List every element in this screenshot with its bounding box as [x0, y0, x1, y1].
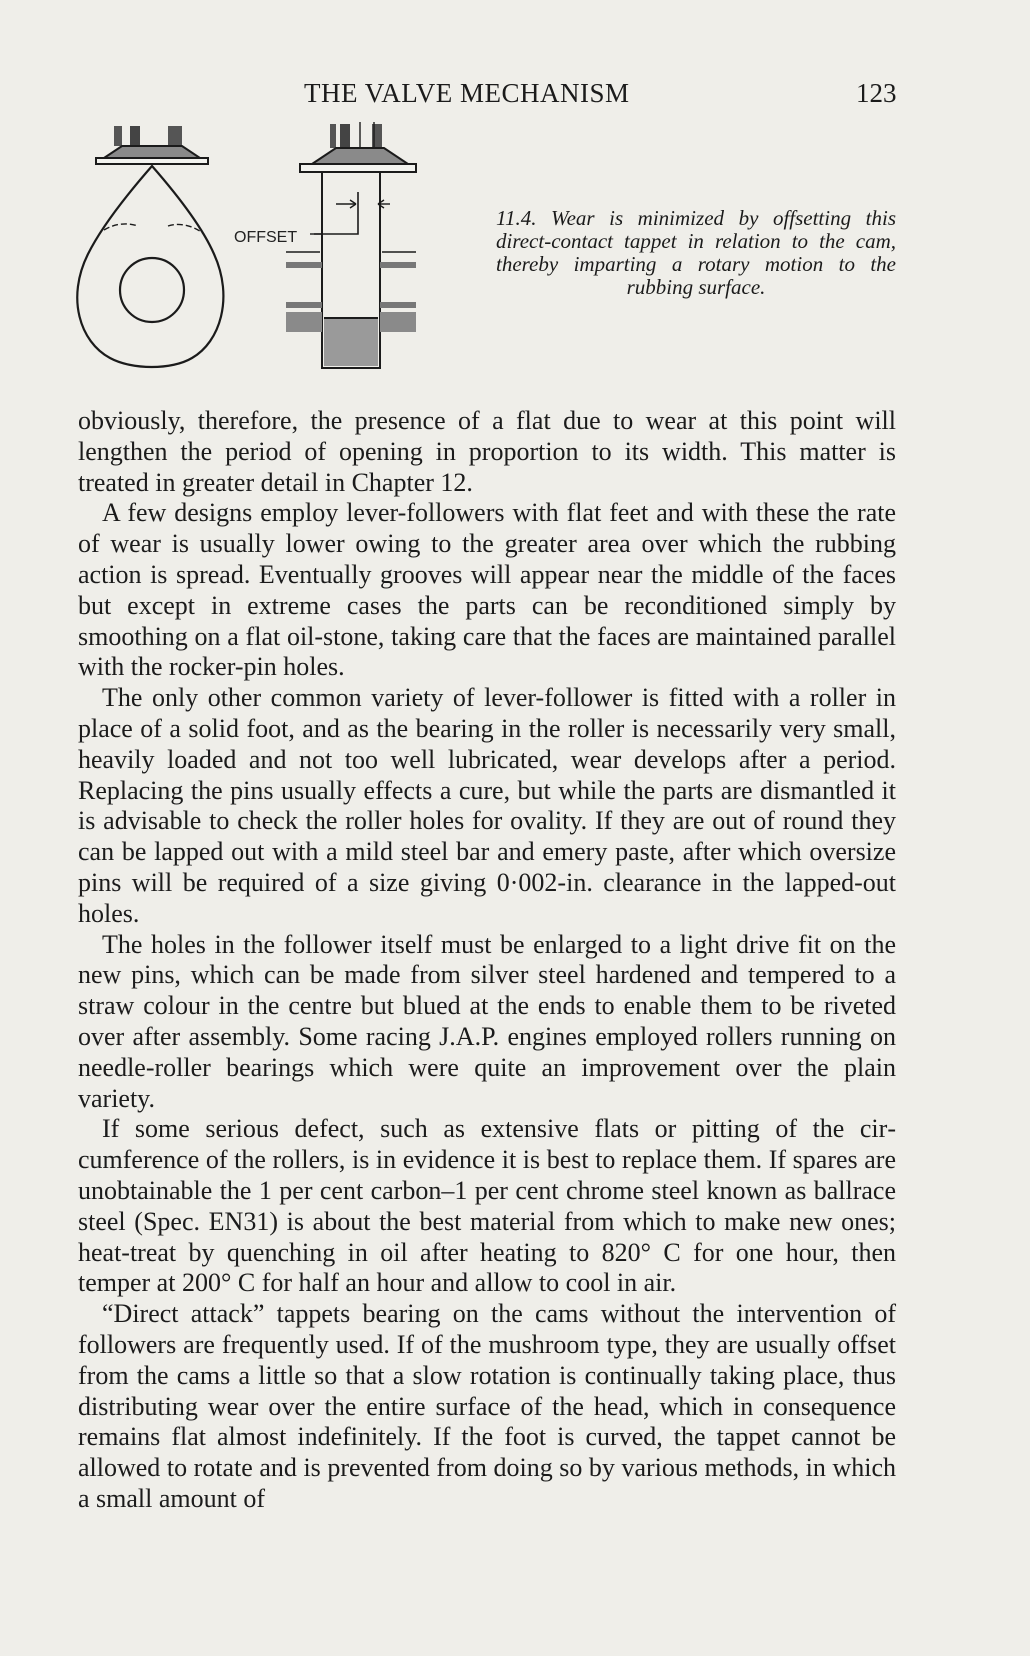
caption-number: 11.4.: [496, 206, 537, 230]
running-head: THE VALVE MECHANISM: [304, 78, 630, 108]
paragraph: “Direct attack” tappets bearing on the cams without the intervention of followers are frequently used. If of the mushroom type, they are usually offset from the cams a little so that a slow rotation is continually taking place, thus distributing wear over the entire surface of the head, which in consequence remains flat almost indefinitely. If the foot is curved, the tappet cannot be allowed to rotate and is prevented from doing so by various methods, in which a small amount of: [78, 1299, 896, 1513]
page-header: [0, 78, 1030, 118]
left-cam: [77, 166, 223, 367]
paragraph: The only other common variety of lever-follower is fitted with a roller in place of a solid foot, and as the bearing in the roller is necessarily very small, heavily loaded and not too well lubricated, wear develops after a period. Replacing the pins usually effects a cure, but while the parts are dismantled it is advisable to check the roller holes for ovality. If they are out of round they can be lapped out with a mild steel bar and emery paste, after which oversize pins will be required of a size giving 0·002-in. clearance in the lapped-out holes.: [78, 683, 896, 928]
paragraph: obviously, therefore, the presence of a flat due to wear at this point will lengthen the period of opening in proportion to its width. This matter is treated in greater detail in Chapter 12.: [78, 406, 896, 497]
left-tappet-head: [96, 126, 208, 164]
body-text: [78, 406, 896, 1515]
figure-11-4: [74, 122, 454, 398]
figure-caption: [496, 207, 896, 299]
caption-text: Wear is minimized by offsetting this direct-contact tappet in relation to the cam, thereby imparting a rotary motion to the rubbing surface.: [496, 206, 896, 299]
offset-label: OFFSET: [234, 229, 298, 246]
paragraph: If some serious defect, such as extensive flats or pitting of the circumference of the rollers, is in evidence it is best to replace them. If spares are unobtainable the 1 per cent carbon–1 per cent chrome steel known as ballrace steel (Spec. EN31) is about the best material from which to make new ones; heat-treat by quenching in oil after heating to 820° C for one hour, then temper at 200° C for half an hour and allow to cool in air.: [78, 1114, 896, 1298]
tappet-body: [310, 172, 390, 368]
paragraph: A few designs employ lever-followers with flat feet and with these the rate of wear is usually lower owing to the greater area over which the rubbing action is spread. Eventually grooves will appear near the middle of the faces but except in extreme cases the parts can be reconditioned simply by smoothing on a flat oil-stone, taking care that the faces are maintained parallel with the rocker-pin holes.: [78, 498, 896, 682]
paragraph: The holes in the follower itself must be enlarged to a light drive fit on the new pins, which can be made from silver steel hardened and tempered to a straw colour in the centre but blued at the ends to enable them to be riveted over after assembly. Some racing J.A.P. engines employed rollers running on needle-roller bearings which were quite an improvement over the plain variety.: [78, 929, 896, 1113]
cam-tappet-diagram: [74, 122, 454, 398]
page-number: 123: [856, 78, 897, 108]
